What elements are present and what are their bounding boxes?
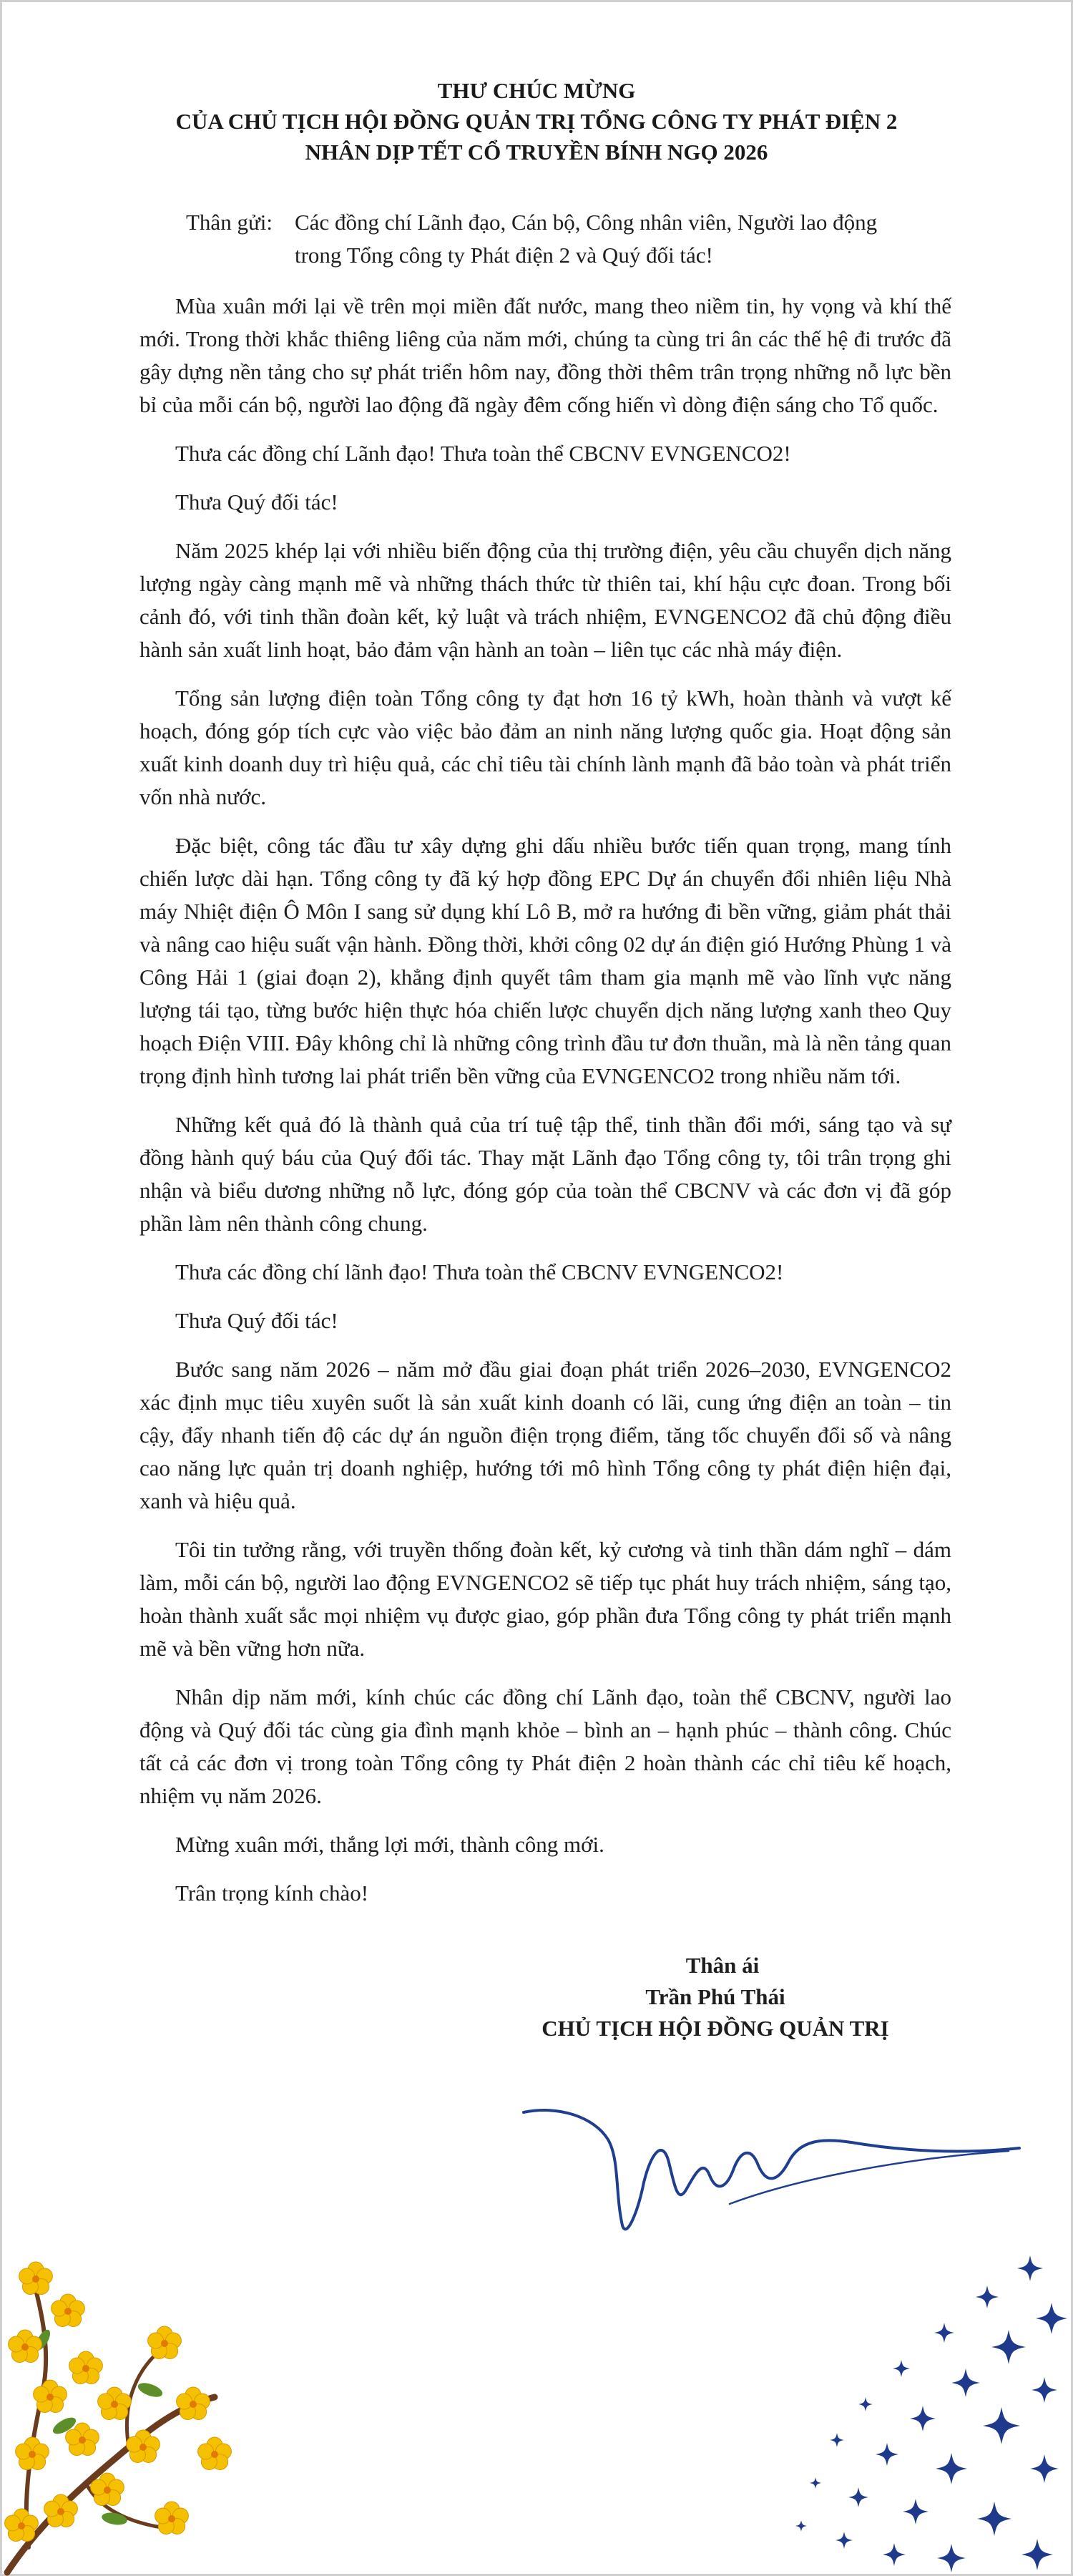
salutation: Thưa Quý đối tác!: [175, 489, 338, 514]
salutation: Thưa Quý đối tác!: [175, 1308, 338, 1333]
paragraph: Tổng sản lượng điện toàn Tổng công ty đạt hơn 16 tỷ kWh, hoàn thành và vượt kế hoạch, đóng góp tích cực vào việc bảo đảm an ninh năng lượng quốc gia. Hoạt động sản xuất kinh doanh duy trì hiệu quả, các chỉ tiêu tài chính lành mạnh đã bảo toàn và phát triển vốn nhà nước.: [139, 686, 951, 809]
closing-greeting: Trân trọng kính chào!: [175, 1880, 369, 1906]
paragraph: Đặc biệt, công tác đầu tư xây dựng ghi dấu nhiều bước tiến quan trọng, mang tính chiến lược dài hạn. Tổng công ty đã ký hợp đồng EPC Dự án chuyển đổi nhiên liệu Nhà máy Nhiệt điện Ô Môn I sang sử dụng khí Lô B, mở ra hướng đi bền vững, giảm phát thải và nâng cao hiệu suất vận hành. Đồng thời, khởi công 02 dự án điện gió Hướng Phùng 1 và Công Hải 1 (giai đoạn 2), khẳng định quyết tâm tham gia mạnh mẽ vào lĩnh vực năng lượng tái tạo, từng bước hiện thực hóa chiến lược chuyển dịch năng lượng xanh theo Quy hoạch Điện VIII. Đây không chỉ là những công trình đầu tư đơn thuần, mà là nền tảng quan trọng định hình tương lai phát triển bền vững của EVNGENCO2 trong nhiều năm tới.: [139, 833, 951, 1088]
letter-title: THƯ CHÚC MỪNG: [437, 78, 636, 103]
letter-header: [0, 75, 1073, 167]
paragraph: Những kết quả đó là thành quả của trí tuệ tập thể, tinh thần đổi mới, sáng tạo và sự đồng hành quý báu của Quý đối tác. Thay mặt Lãnh đạo Tổng công ty, tôi trân trọng ghi nhận và biểu dương những nỗ lực, đóng góp của toàn thể CBCNV và các đơn vị đã góp phần làm nên thành công chung.: [139, 1112, 951, 1236]
signer-name: Trần Phú Thái: [645, 1984, 785, 2009]
paragraph: Mùa xuân mới lại về trên mọi miền đất nước, mang theo niềm tin, hy vọng và khí thế mới. Trong thời khắc thiêng liêng của năm mới, chúng ta cùng tri ân các thế hệ đi trước đã gây dựng nền tảng cho sự phát triển hôm nay, đồng thời thêm trân trọng những nỗ lực bền bỉ của mỗi cán bộ, người lao động đã ngày đêm cống hiến vì dòng điện sáng cho Tổ quốc.: [139, 293, 951, 417]
signer-title: CHỦ TỊCH HỘI ĐỒNG QUẢN TRỊ: [542, 2016, 889, 2041]
paragraph: Năm 2025 khép lại với nhiều biến động của thị trường điện, yêu cầu chuyển dịch năng lượng ngày càng mạnh mẽ và những thách thức từ thiên tai, khí hậu cực đoan. Trong bối cảnh đó, với tinh thần đoàn kết, kỷ luật và trách nhiệm, EVNGENCO2 đã chủ động điều hành sản xuất linh hoạt, bảo đảm vận hành an toàn – liên tục các nhà máy điện.: [139, 538, 951, 662]
paragraph: Nhân dịp năm mới, kính chúc các đồng chí Lãnh đạo, toàn thể CBCNV, người lao động và Quý đối tác cùng gia đình mạnh khỏe – bình an – hạnh phúc – thành công. Chúc tất cả các đơn vị trong toàn Tổng công ty Phát điện 2 hoàn thành các chỉ tiêu kế hoạch, nhiệm vụ năm 2026.: [139, 1684, 951, 1808]
paragraph: Bước sang năm 2026 – năm mở đầu giai đoạn phát triển 2026–2030, EVNGENCO2 xác định mục tiêu xuyên suốt là sản xuất kinh doanh có lãi, cung ứng điện an toàn – tin cậy, đẩy nhanh tiến độ các dự án nguồn điện trọng điểm, tăng tốc chuyển đổi số và nâng cao năng lực quản trị doanh nghiệp, hướng tới mô hình Tổng công ty phát điện hiện đại, xanh và hiệu quả.: [139, 1357, 951, 1513]
apricot-blossom-icon: [0, 2211, 300, 2576]
letter-occasion: NHÂN DỊP TẾT CỔ TRUYỀN BÍNH NGỌ 2026: [305, 140, 768, 165]
salutation: Thưa các đồng chí Lãnh đạo! Thưa toàn thể CBCNV EVNGENCO2!: [175, 441, 791, 466]
recipient-label: Thân gửi:: [186, 210, 273, 235]
signature-closing: Thân ái: [685, 1953, 760, 1978]
paragraph: Tôi tin tưởng rằng, với truyền thống đoàn kết, kỷ cương và tinh thần dám nghĩ – dám làm, mỗi cán bộ, người lao động EVNGENCO2 sẽ tiếp tục phát huy trách nhiệm, sáng tạo, hoàn thành xuất sắc mọi nhiệm vụ được giao, góp phần đưa Tổng công ty phát triển mạnh mẽ và bền vững hơn nữa.: [139, 1537, 951, 1661]
handwritten-signature: [515, 2097, 1030, 2240]
recipient-line: trong Tổng công ty Phát điện 2 và Quý đối tác!: [295, 243, 713, 268]
sparkle-stars-icon: [773, 2240, 1073, 2576]
letter-subtitle: CỦA CHỦ TỊCH HỘI ĐỒNG QUẢN TRỊ TỔNG CÔNG TY PHÁT ĐIỆN 2: [175, 109, 898, 134]
recipient-text: [295, 206, 996, 272]
recipient-line: Các đồng chí Lãnh đạo, Cán bộ, Công nhân viên, Người lao động: [295, 210, 878, 235]
closing-wish: Mừng xuân mới, thắng lợi mới, thành công mới.: [175, 1832, 604, 1857]
letter-body: [139, 290, 951, 1926]
salutation: Thưa các đồng chí lãnh đạo! Thưa toàn thể CBCNV EVNGENCO2!: [175, 1259, 784, 1284]
